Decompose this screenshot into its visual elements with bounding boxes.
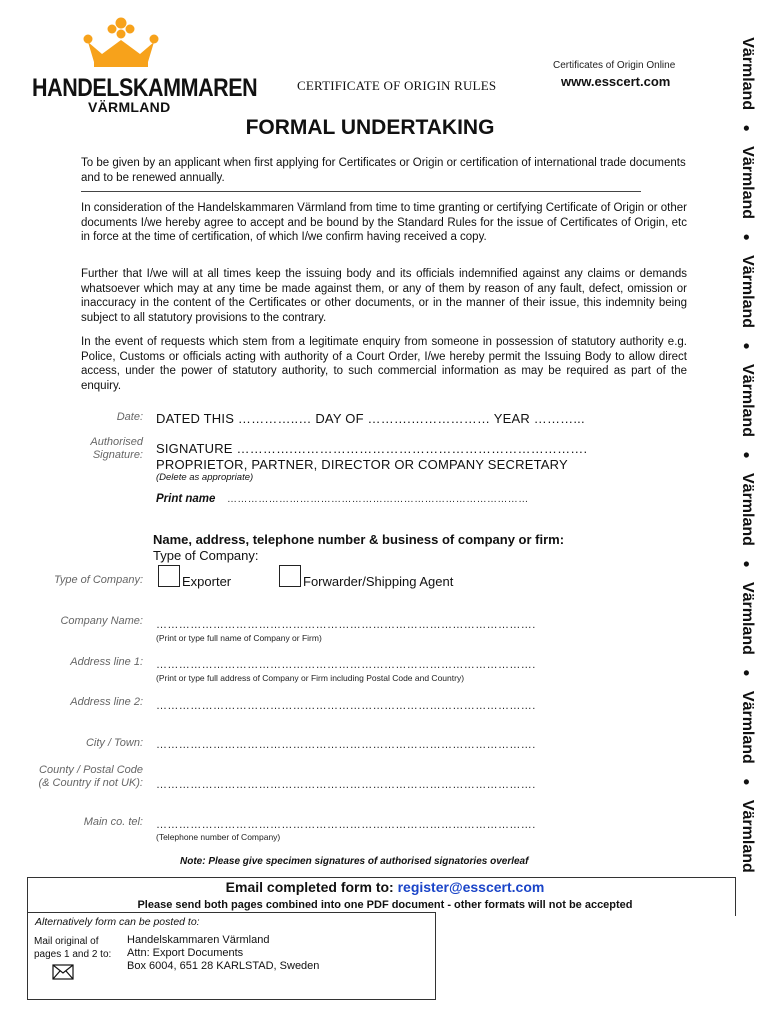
- signature-label: Signature:: [92, 449, 143, 461]
- specimen-note: Note: Please give specimen signatures of authorised signatories overleaf: [180, 856, 529, 867]
- role-text: PROPRIETOR, PARTNER, DIRECTOR OR COMPANY SECRETARY: [156, 457, 568, 472]
- tel-hint: (Telephone number of Company): [156, 832, 281, 842]
- envelope-icon: [52, 964, 74, 980]
- address-line: Attn: Export Documents: [127, 947, 244, 959]
- online-label: Certificates of Origin Online: [553, 60, 676, 71]
- print-name-field[interactable]: ……………………………………………………………………………: [227, 494, 529, 505]
- side-bullet: ●: [740, 451, 754, 459]
- crown-logo-icon: [82, 16, 160, 68]
- postal-title: Alternatively form can be posted to:: [35, 916, 200, 928]
- email-label: Email completed form to:: [225, 879, 394, 895]
- side-word: Värmland: [739, 146, 756, 220]
- email-line: [0, 879, 770, 895]
- page-title-text: FORMAL UNDERTAKING: [245, 116, 495, 139]
- exporter-option-label: Exporter: [182, 574, 232, 589]
- logo-subtitle: VÄRMLAND: [88, 99, 171, 115]
- side-bullet: ●: [740, 669, 754, 677]
- country-label: (& Country if not UK):: [38, 777, 143, 789]
- side-bullet: ●: [740, 342, 754, 350]
- side-word: Värmland: [739, 690, 756, 764]
- consideration-paragraph: In consideration of the Handelskammaren Värmland from time to time granting or certifying Certificate of Origin or other documents I/we hereby agree to accept and be bound by the Standard Rules for the issue of Certificates of Origin, etc in force at the time of certification, of which I/we confirm having received a copy.: [81, 202, 687, 243]
- rules-title: CERTIFICATE OF ORIGIN RULES: [297, 78, 497, 93]
- side-bullet: ●: [740, 778, 754, 786]
- forwarder-checkbox[interactable]: [279, 565, 301, 587]
- intro-paragraph: To be given by an applicant when first applying for Certificates or Origin or certification of international trade documents and to be renewed annually.: [81, 157, 686, 184]
- side-word: Värmland: [739, 581, 756, 655]
- tel-field[interactable]: ……………………………………………………………………………………….: [156, 819, 536, 831]
- side-bullet: ●: [740, 124, 754, 132]
- county-field[interactable]: ……………………………………………………………………………………….: [156, 779, 536, 791]
- company-type-label: Type of Company:: [53, 574, 143, 586]
- address-line: Handelskammaren Värmland: [127, 934, 270, 946]
- website-url: www.esscert.com: [561, 74, 671, 89]
- date-label: Date:: [116, 411, 143, 423]
- side-word: Värmland: [739, 799, 756, 873]
- company-type-heading: Type of Company:: [153, 548, 259, 563]
- city-label: City / Town:: [85, 737, 143, 749]
- mail-original-line: pages 1 and 2 to:: [34, 949, 112, 960]
- address1-field[interactable]: ……………………………………………………………………………………….: [156, 659, 536, 671]
- side-word: Värmland: [739, 364, 756, 437]
- delete-hint: (Delete as appropriate): [156, 472, 254, 483]
- address1-hint: (Print or type full address of Company or Firm including Postal Code and Country): [156, 673, 465, 683]
- divider: [81, 191, 641, 192]
- side-bullet: ●: [740, 560, 754, 568]
- tel-label: Main co. tel:: [83, 816, 143, 828]
- email-link[interactable]: register@esscert.com: [397, 879, 545, 895]
- forwarder-option-label: Forwarder/Shipping Agent: [303, 574, 454, 589]
- date-field[interactable]: DATED THIS …………..… DAY OF ……….……………… YEAR ………...: [156, 411, 585, 426]
- pdf-note: Please send both pages combined into one PDF document - other formats will not be accepted: [137, 899, 633, 911]
- mail-original-label: [34, 935, 111, 961]
- print-name-label: Print name: [156, 493, 216, 505]
- side-band: [732, 30, 762, 880]
- city-field[interactable]: ……………………………………………………………………………………….: [156, 739, 536, 751]
- company-name-hint: (Print or type full name of Company or Firm): [156, 633, 322, 643]
- postal-address: [127, 934, 319, 973]
- mail-original-line: Mail original of: [34, 936, 99, 947]
- indemnity-paragraph: Further that I/we will at all times keep the issuing body and its officials indemnified against any claims or demands whatsoever which may at any time be made against them, or any of them by reason of any fault, defect, omission or inaccuracy in the content of the Certificates or other documents, or in the manner of their issue, this indemnity being subject to all statutory provisions to the contrary.: [81, 268, 687, 324]
- exporter-checkbox[interactable]: [158, 565, 180, 587]
- page-title: [0, 116, 770, 140]
- address1-label: Address line 1:: [70, 656, 143, 668]
- address2-label: Address line 2:: [70, 696, 143, 708]
- authorised-label: Authorised: [90, 436, 143, 448]
- side-word: Värmland: [739, 473, 756, 546]
- side-bullet: ●: [740, 233, 754, 241]
- enquiry-paragraph: In the event of requests which stem from a legitimate enquiry from someone in possession of statutory authority e.g. Police, Customs or officials acting with authority of a Court Order, I/we hereby permit the Issuing Body to allow direct access, under the power of statutory authority, to such commercial information as may be required as part of the enquiry.: [81, 336, 687, 392]
- side-word: Värmland: [739, 255, 756, 329]
- county-label: County / Postal Code: [39, 764, 143, 776]
- side-word: Värmland: [739, 37, 756, 111]
- company-name-label: Company Name:: [60, 615, 143, 627]
- logo-name: HANDELSKAMMAREN: [32, 74, 258, 102]
- company-heading: Name, address, telephone number & business of company or firm:: [153, 532, 565, 547]
- address-line: Box 6004, 651 28 KARLSTAD, Sweden: [127, 960, 320, 972]
- signature-field[interactable]: SIGNATURE ………….………………………………………………………….: [156, 441, 588, 456]
- company-name-field[interactable]: ……………………………………………………………………………………….: [156, 619, 536, 631]
- address2-field[interactable]: ……………………………………………………………………………………….: [156, 700, 536, 712]
